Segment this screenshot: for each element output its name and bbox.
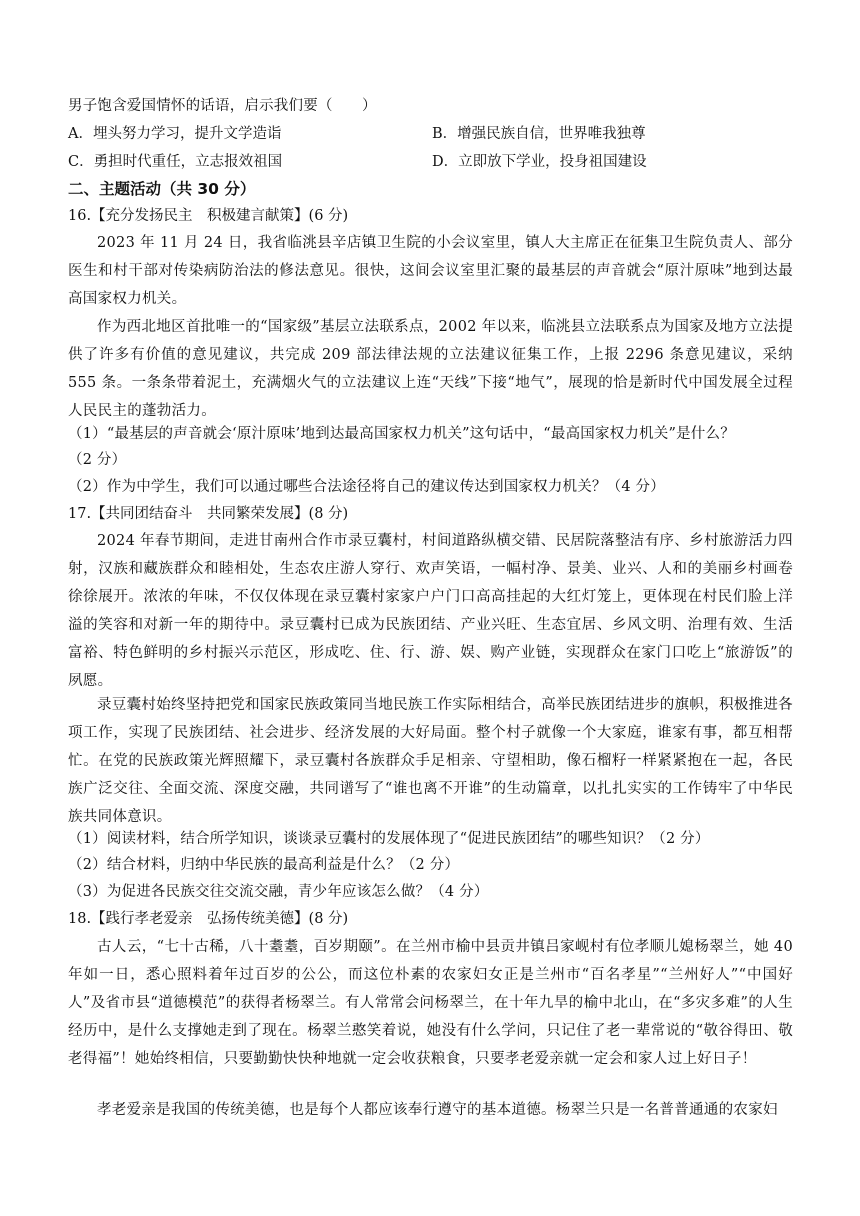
q18-paragraph-2: 孝老爱亲是我国的传统美德，也是每个人都应该奉行遵守的基本道德。杨翠兰只是一名普普通通的农家妇 xyxy=(97,1102,778,1118)
q16-subquestion-2: （2）作为中学生，我们可以通过哪些合法途径将自己的建议传达到国家权力机关？（4 分） xyxy=(68,479,665,495)
q15-option-b: B．增强民族自信，世界唯我独尊 xyxy=(432,126,646,142)
q16-paragraph-2: 作为西北地区首批唯一的“国家级”基层立法联系点，2002 年以来，临洮县立法联系点为国家及地方立法提供了许多有价值的意见建议，共完成 209 部法律法规的立法建议征集工作，上报 2296 条意见建议，采纳 555 条。一条条带着泥土，充满烟火气的立法建议上连“天线”下接“地气”，展现的恰是新时代中国发展全过程人民民主的蓬勃活力。 xyxy=(68,319,793,419)
q16-header: 16.【充分发扬民主 积极建言献策】(6 分) xyxy=(68,208,349,224)
q17-subquestion-3: （3）为促进各民族交往交流交融，青少年应该怎么做？（4 分） xyxy=(68,884,489,900)
q16-subquestion-1: （1）“最基层的声音就会‘原汁原味’地到达最高国家权力机关”这句话中，“最高国家权力机关”是什么？ xyxy=(68,426,735,442)
q15-option-c: C．勇担时代重任，立志报效祖国 xyxy=(68,154,283,170)
q17-header: 17.【共同团结奋斗 共同繁荣发展】(8 分) xyxy=(68,506,349,522)
q16-subquestion-1-score: （2 分） xyxy=(68,452,127,468)
q15-stem-tail: 男子饱含爱国情怀的话语，启示我们要（ ） xyxy=(68,98,377,114)
q18-paragraph-1: 古人云，“七十古稀，八十耋耋，百岁期颐”。在兰州市榆中县贡井镇吕家岘村有位孝顺儿媳杨翠兰，她 40 年如一日，悉心照料着年过百岁的公公，而这位朴素的农家妇女正是兰州市“百名孝星”“兰州好人”“中国好人”及省市县“道德模范”的获得者杨翠兰。有人常常会问杨翠兰，在十年九旱的榆中北山，在“多灾多难”的人生经历中，是什么支撑她走到了现在。杨翠兰憨笑着说，她没有什么学问，只记住了老一辈常说的“敬谷得田、敬老得福”！她始终相信，只要勤勤快快种地就一定会收获粮食，只要孝老爱亲就一定会和家人过上好日子！ xyxy=(68,939,793,1067)
q15-option-d: D．立即放下学业，投身祖国建设 xyxy=(432,154,647,170)
q15-option-a: A．埋头努力学习，提升文学造诣 xyxy=(68,126,282,142)
q17-subquestion-2: （2）结合材料，归纳中华民族的最高利益是什么？（2 分） xyxy=(68,857,460,873)
q18-header: 18.【践行孝老爱亲 弘扬传统美德】(8 分) xyxy=(68,911,349,927)
section2-title: 二、主题活动（共 30 分） xyxy=(68,180,256,198)
q17-subquestion-1: （1）阅读材料，结合所学知识，谈谈录豆囊村的发展体现了“促进民族团结”的哪些知识？（2 分） xyxy=(68,831,710,847)
q17-paragraph-2: 录豆囊村始终坚持把党和国家民族政策同当地民族工作实际相结合，高举民族团结进步的旗帜，积极推进各项工作，实现了民族团结、社会进步、经济发展的大好局面。整个村子就像一个大家庭，谁家有事，都互相帮忙。在党的民族政策光辉照耀下，录豆囊村各族群众手足相亲、守望相助，像石榴籽一样紧紧抱在一起，各民族广泛交往、全面交流、深度交融，共同谱写了“谁也离不开谁”的生动篇章，以扎扎实实的工作铸牢了中华民族共同体意识。 xyxy=(68,697,793,825)
q16-paragraph-1: 2023 年 11 月 24 日，我省临洮县辛店镇卫生院的小会议室里，镇人大主席正在征集卫生院负责人、部分医生和村干部对传染病防治法的修法意见。很快，这间会议室里汇聚的最基层的声音就会“原汁原味”地到达最高国家权力机关。 xyxy=(68,235,793,307)
q17-paragraph-1: 2024 年春节期间，走进甘南州合作市录豆囊村，村间道路纵横交错、民居院落整洁有序、乡村旅游活力四射，汉族和藏族群众和睦相处，生态农庄游人穿行、欢声笑语，一幅村净、景美、业兴、人和的美丽乡村画卷徐徐展开。浓浓的年味，不仅仅体现在录豆囊村家家户户门口高高挂起的大红灯笼上，更体现在村民们脸上洋溢的笑容和对新一年的期待中。录豆囊村已成为民族团结、产业兴旺、生态宜居、乡风文明、治理有效、生活富裕、特色鲜明的乡村振兴示范区，形成吃、住、行、游、娱、购产业链，实现群众在家门口吃上“旅游饭”的夙愿。 xyxy=(68,533,793,689)
